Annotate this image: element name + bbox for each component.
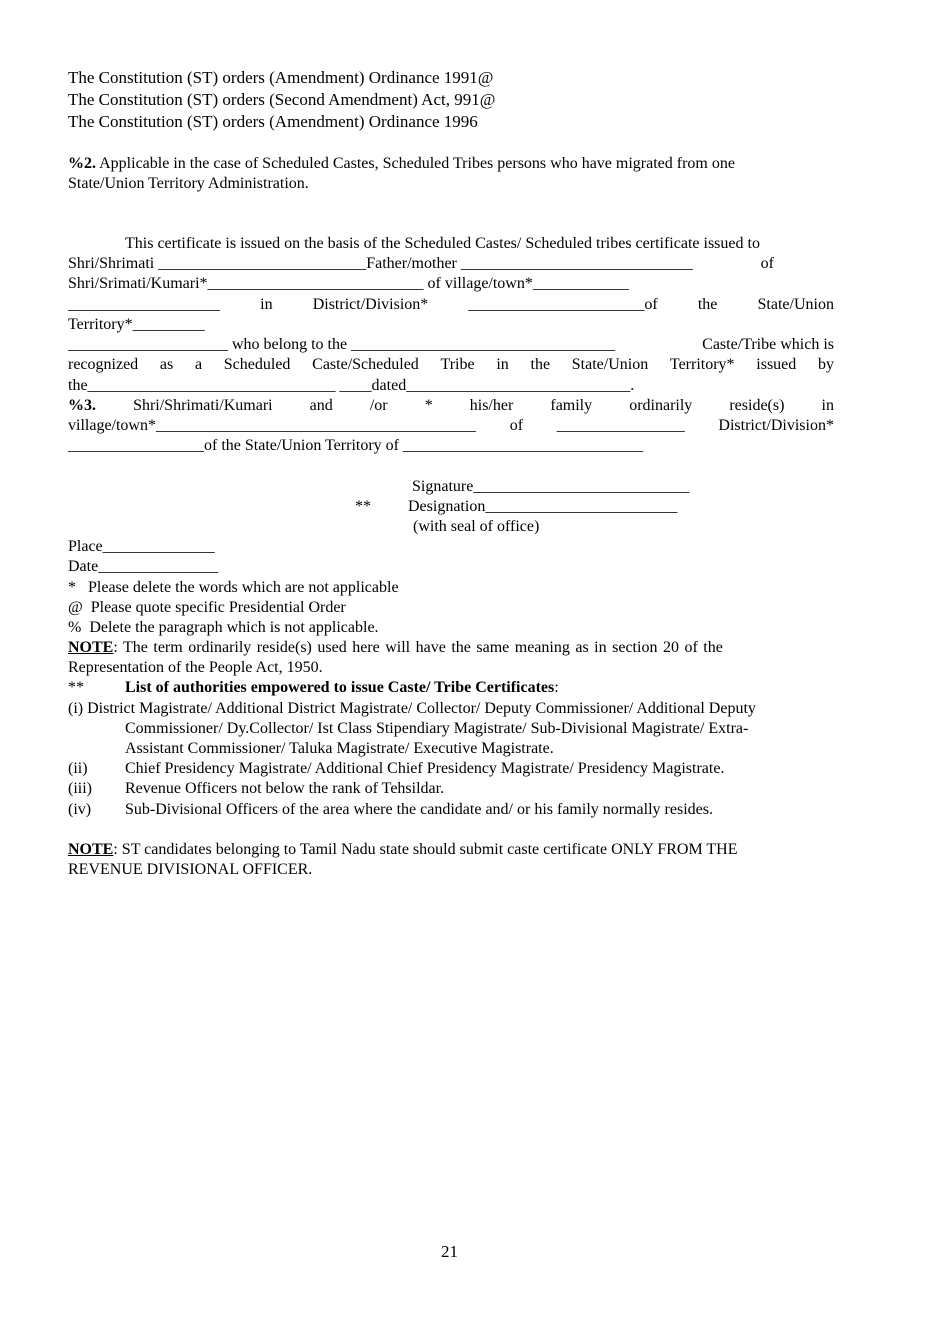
footnote-text: Please delete the words which are not applicable [88, 579, 399, 596]
cert-word: * [424, 397, 433, 414]
cert-word: ________________ [556, 417, 685, 434]
cert-line-4 [68, 295, 834, 315]
footnote-mark: @ [68, 599, 83, 616]
cert-word: Scheduled [223, 356, 291, 373]
cert-line-5: Territory*_________ [68, 316, 205, 333]
footnote-text: Delete the paragraph which is not applicable. [89, 619, 379, 636]
cert-word: recognized [68, 356, 139, 373]
note-text: : ST candidates belonging to Tamil Nadu state should submit caste certificate ONLY FROM THE [113, 841, 738, 858]
cert-line-1: This certificate is issued on the basis of the Scheduled Castes/ Scheduled tribes certificate issued to [125, 235, 760, 252]
cert-line-6-end: Caste/Tribe which is [702, 336, 834, 353]
authority-item-number: (ii) [68, 760, 88, 777]
cert-word: the [530, 356, 551, 373]
cert-word: Caste/Scheduled [312, 356, 419, 373]
cert-word: in [821, 397, 834, 414]
date-line: Date_______________ [68, 558, 219, 575]
note-text: : The term ordinarily reside(s) used here will have the same meaning as in section 20 of the [113, 639, 723, 656]
order-line-2: The Constitution (ST) orders (Second Amendment) Act, 991@ [68, 90, 496, 109]
cert-word: and [309, 397, 333, 414]
cert-word: Territory* [669, 356, 735, 373]
cert-word: of [509, 417, 524, 434]
authorities-colon: : [554, 679, 559, 696]
para2-line-1 [68, 154, 834, 174]
cert-word: District/Division* [312, 296, 429, 313]
cert-word: reside(s) [729, 397, 785, 414]
cert-word: village/town*________________________________________ [68, 417, 476, 434]
para2-marker: %2. [68, 155, 96, 172]
signature-stars: ** [355, 498, 371, 515]
authority-item-text: Revenue Officers not below the rank of Tehsildar. [125, 780, 445, 797]
footnote-1 [68, 578, 399, 598]
signature-line: Signature___________________________ [412, 478, 690, 495]
cert-word: family [550, 397, 593, 414]
note1-line-1 [68, 638, 834, 658]
cert-line-8: the_______________________________ ____dated____________________________. [68, 377, 635, 394]
cert-word: as [159, 356, 174, 373]
authority-item-1-line-3: Assistant Commissioner/ Taluka Magistrate/ Executive Magistrate. [125, 740, 554, 757]
cert-word: District/Division* [718, 417, 834, 434]
page-number: 21 [441, 1242, 458, 1261]
authorities-heading-text: List of authorities empowered to issue Caste/ Tribe Certificates [125, 679, 555, 696]
cert-line-2-main: Shri/Shrimati __________________________Father/mother _____________________________ [68, 255, 693, 272]
para2-line-2: State/Union Territory Administration. [68, 175, 309, 192]
footnote-2 [68, 598, 346, 618]
authority-item-text: Chief Presidency Magistrate/ Additional Chief Presidency Magistrate/ Presidency Magistrate. [125, 760, 725, 777]
authority-item-1-line-2: Commissioner/ Dy.Collector/ Ist Class Stipendiary Magistrate/ Sub-Divisional Magistrate/ Extra- [125, 720, 749, 737]
cert-word: State/Union [757, 296, 834, 313]
authorities-heading [125, 678, 559, 698]
cert-line-10 [68, 416, 834, 436]
authorities-stars: ** [68, 679, 84, 696]
cert-word: ___________________ [68, 296, 220, 313]
footnote-mark: * [68, 579, 76, 596]
footnote-mark: % [68, 619, 82, 636]
cert-line-2 [68, 254, 834, 274]
cert-line-11: _________________of the State/Union Territory of ______________________________ [68, 437, 643, 454]
cert-word: ordinarily [629, 397, 693, 414]
note1-line-2: Representation of the People Act, 1950. [68, 659, 323, 676]
authority-item-number: (iv) [68, 801, 92, 818]
order-line-1: The Constitution (ST) orders (Amendment) Ordinance 1991@ [68, 68, 494, 87]
cert-word: by [818, 356, 834, 373]
note2-line-1 [68, 840, 834, 860]
cert-line-2-end: of [760, 255, 774, 272]
cert-line-7 [68, 355, 834, 375]
cert-word: issued [756, 356, 797, 373]
seal-note: (with seal of office) [413, 518, 540, 535]
note-label: NOTE [68, 639, 114, 656]
cert-word: the [697, 296, 718, 313]
note2-line-2: REVENUE DIVISIONAL OFFICER. [68, 861, 313, 878]
cert-word: his/her [469, 397, 514, 414]
cert-line-6 [68, 335, 834, 355]
footnote-3 [68, 618, 379, 638]
cert-word: ______________________of [468, 296, 658, 313]
cert-word: Shri/Shrimati/Kumari [133, 397, 273, 414]
cert-word: /or [369, 397, 388, 414]
para2-text: Applicable in the case of Scheduled Castes, Scheduled Tribes persons who have migrated from one [99, 155, 735, 172]
cert-line-9 [68, 396, 834, 416]
cert-word: in [260, 296, 273, 313]
authority-item-text: Sub-Divisional Officers of the area where the candidate and/ or his family normally resides. [125, 801, 713, 818]
cert-line-6-main: ____________________ who belong to the _________________________________ [68, 336, 616, 353]
cert-word: Tribe [440, 356, 475, 373]
note-label: NOTE [68, 841, 114, 858]
cert-line-3: Shri/Srimati/Kumari*___________________________ of village/town*____________ [68, 275, 629, 292]
place-line: Place______________ [68, 538, 215, 555]
footnote-text: Please quote specific Presidential Order [90, 599, 346, 616]
cert-word: in [496, 356, 509, 373]
order-line-3: The Constitution (ST) orders (Amendment) Ordinance 1996 [68, 112, 478, 131]
para3-marker: %3. [68, 397, 96, 414]
cert-word: a [194, 356, 203, 373]
designation-line: Designation________________________ [408, 498, 678, 515]
authority-item-number: (iii) [68, 780, 92, 797]
cert-word: State/Union [571, 356, 649, 373]
authority-item-1-line-1: (i) District Magistrate/ Additional District Magistrate/ Collector/ Deputy Commissioner/ Additional Deputy [68, 700, 756, 717]
